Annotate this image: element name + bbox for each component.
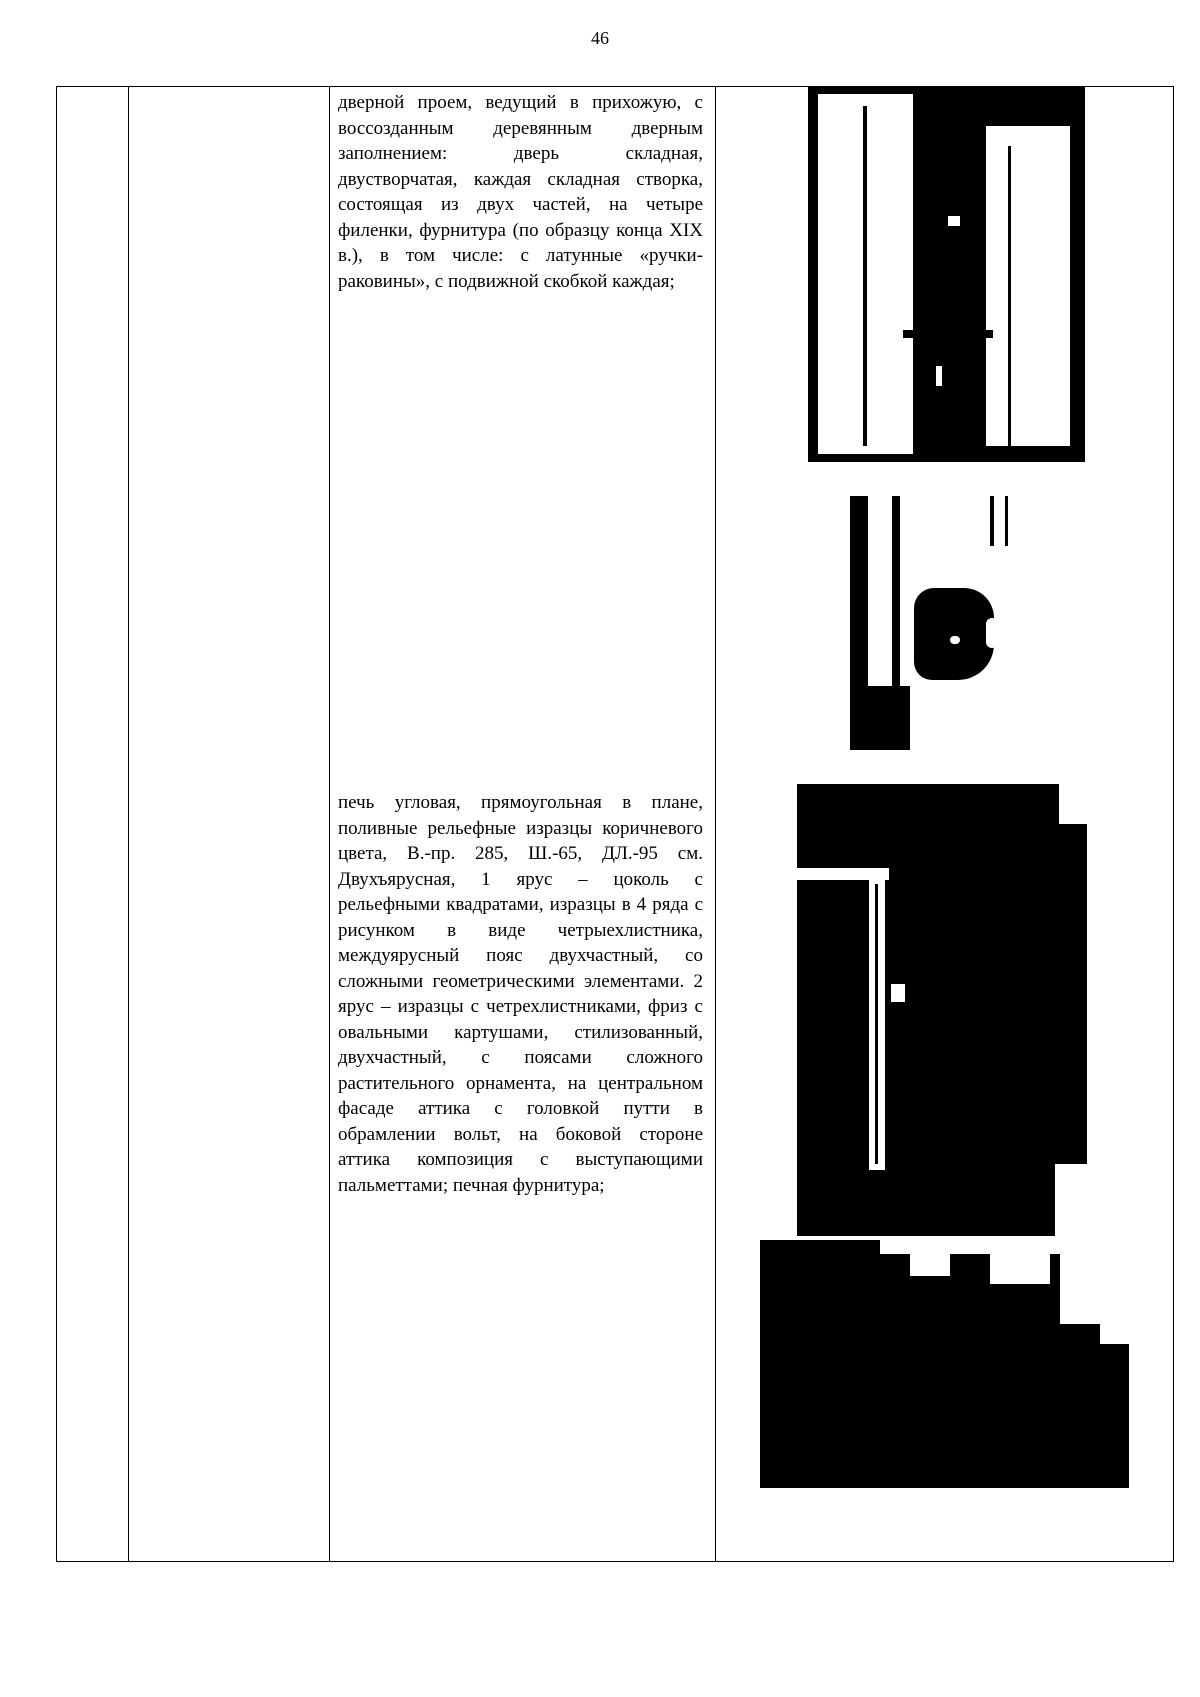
column-divider — [715, 87, 716, 1561]
door-handle-photo — [850, 496, 1042, 750]
stove-photo — [797, 784, 1087, 1236]
stove-attic-photo — [760, 1240, 1129, 1488]
column-divider — [128, 87, 129, 1561]
page-number: 46 — [591, 28, 609, 48]
door-photo — [808, 86, 1085, 462]
description-door: дверной проем, ведущий в прихожую, с воссозданным деревянным дверным заполнением: дверь складная, двустворчатая, каждая складная створка, состоящая из двух частей, на четыре филенки, фурнитура (по образцу конца XIX в.), в том числе: с латунные «ручки-раковины», с подвижной скобкой каждая; — [338, 92, 703, 292]
description-stove: печь угловая, прямоугольная в плане, поливные рельефные изразцы коричневого цвета, В.-пр. 285, Ш.-65, ДЛ.-95 см. Двухъярусная, 1 ярус – цоколь с рельефными квадратами, изразцы в 4 ряда с рисунком в виде четрыехлистника, междуярусный пояс двухчастный, со сложными геометрическими элементами. 2 ярус – изразцы с четрехлистниками, фриз с овальными картушами, стилизованный, двухчастный, с поясами сложного растительного орнамента, на центральном фасаде аттика с головкой путти в обрамлении вольт, на боковой стороне аттика композиция с выступающими пальметтами; печная фурнитура; — [338, 792, 703, 1196]
column-divider — [329, 87, 330, 1561]
